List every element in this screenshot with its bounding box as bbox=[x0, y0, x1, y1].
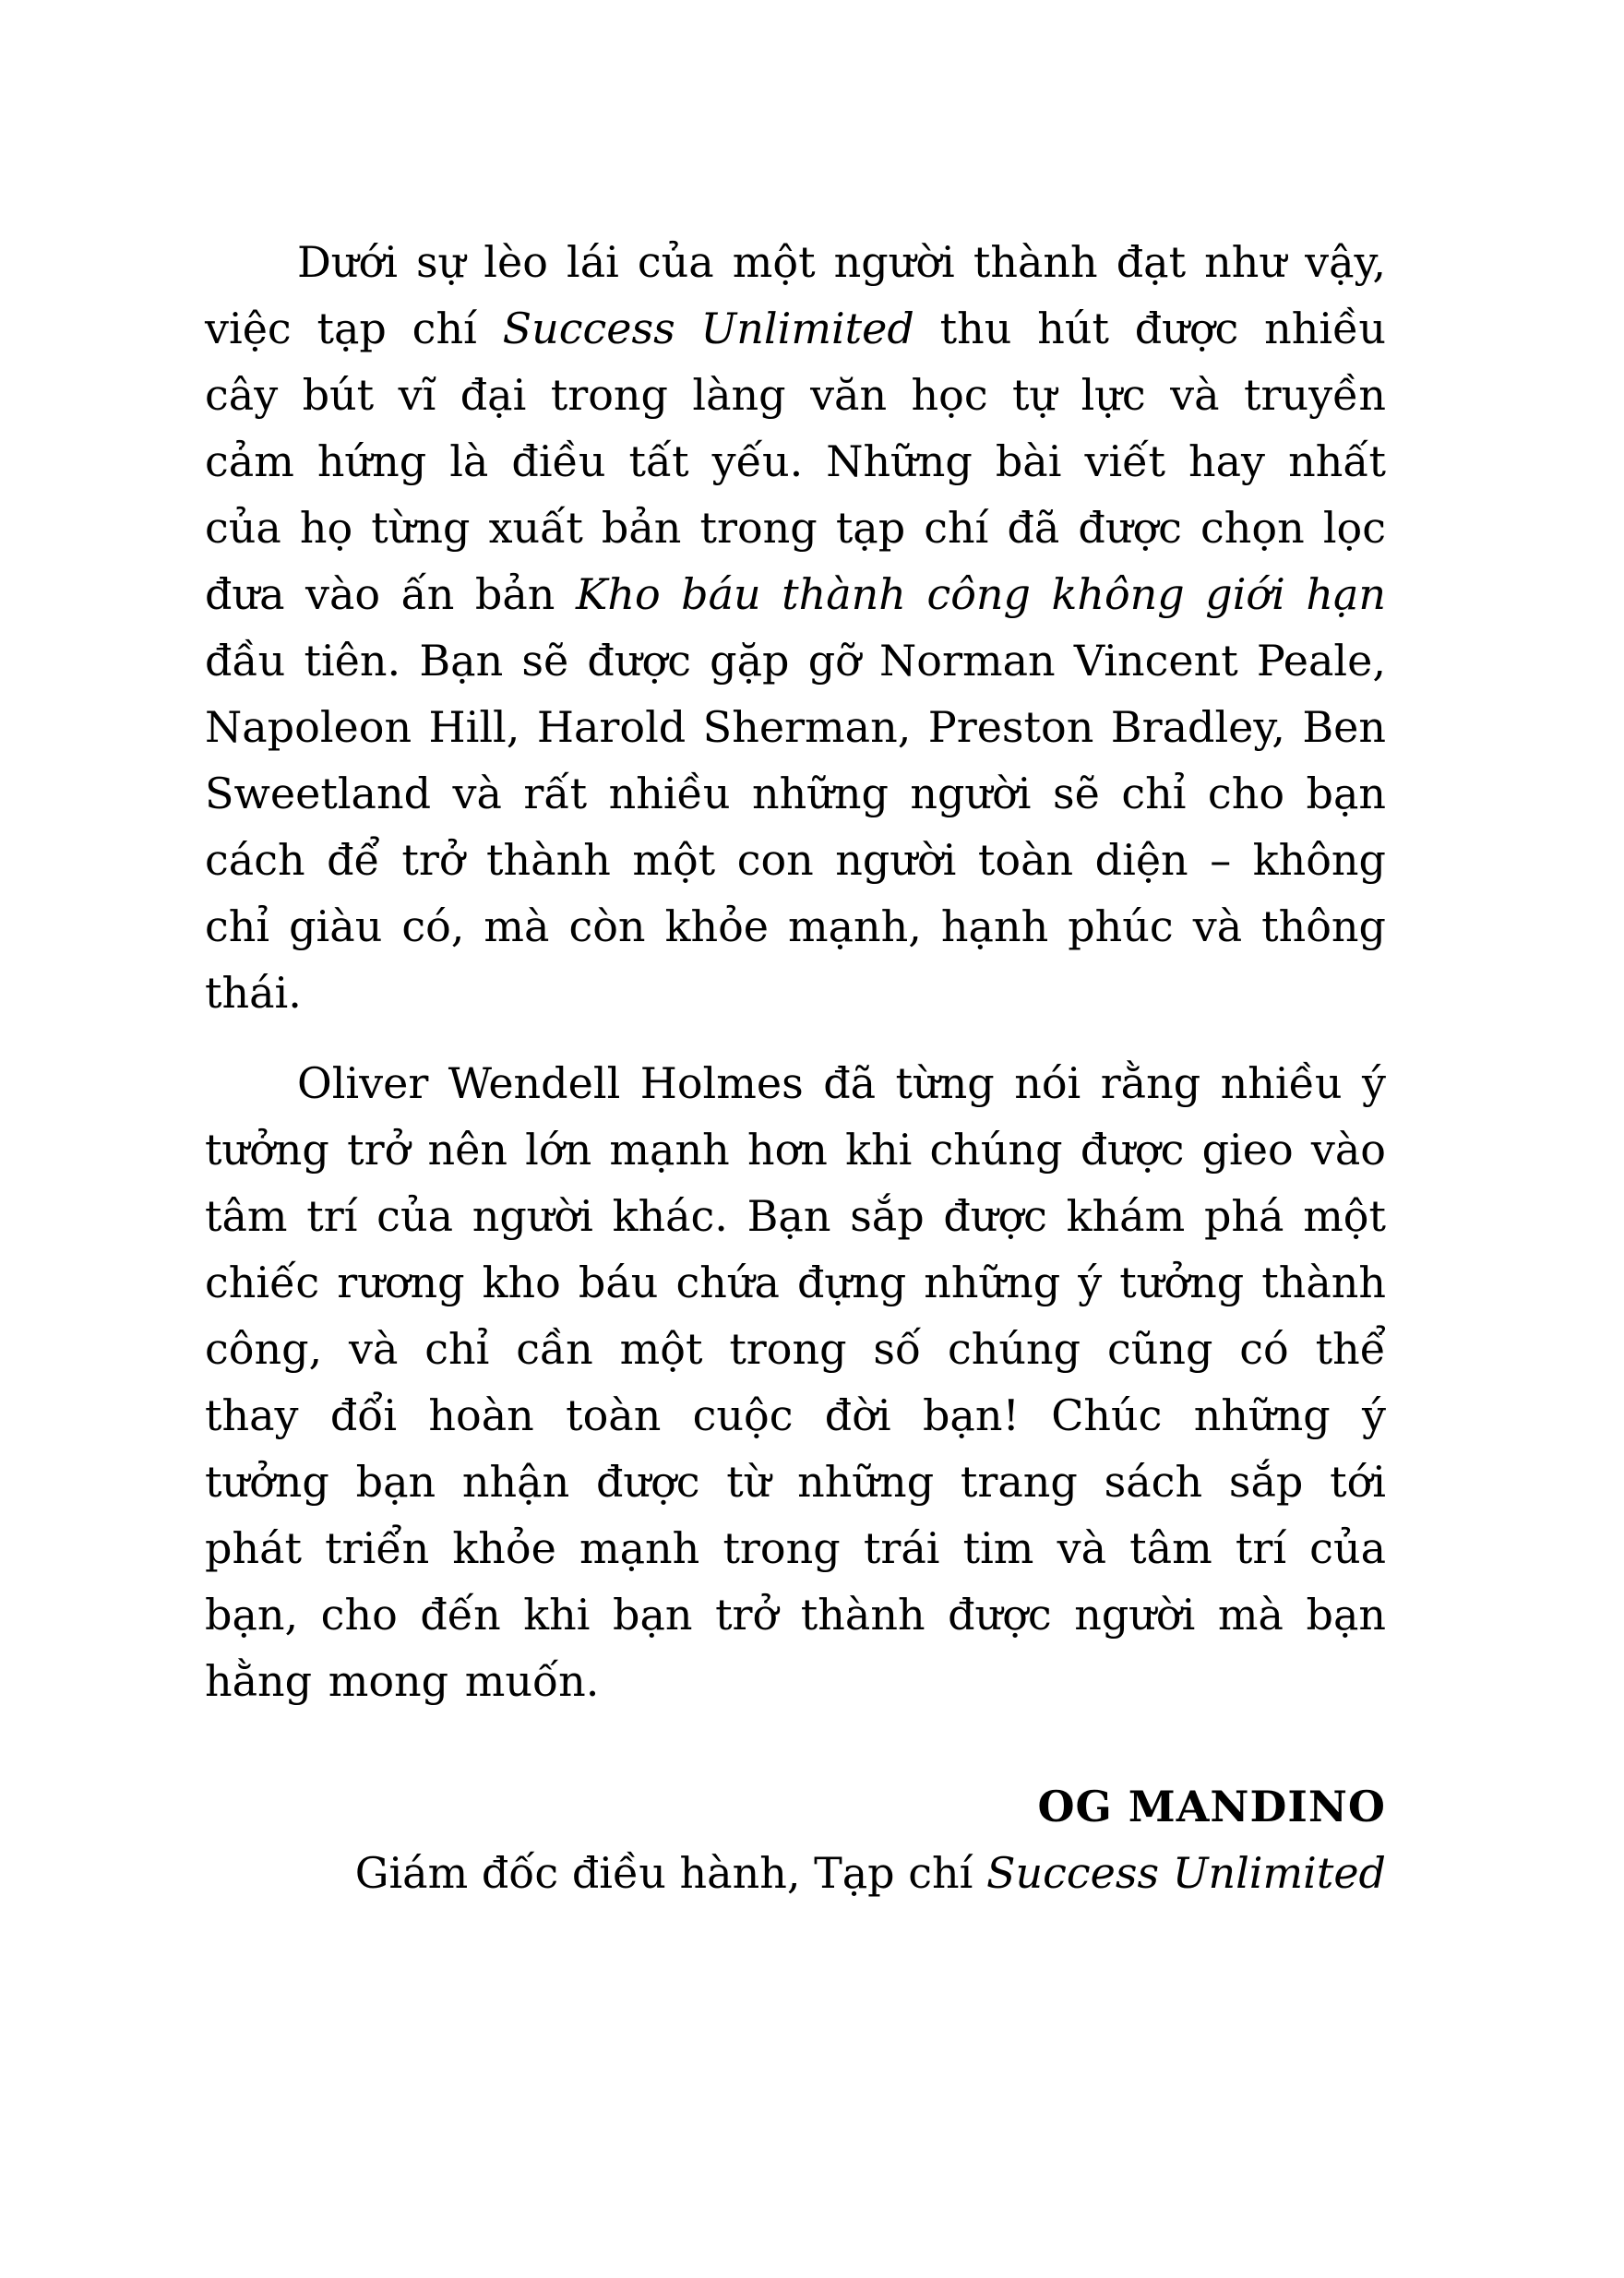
paragraph-intro bbox=[205, 229, 1386, 1026]
paragraph-holmes-quote bbox=[205, 1050, 1386, 1714]
text-segment: đầu tiên. Bạn sẽ được gặp gỡ Norman Vincent Peale, Napoleon Hill, Harold Sherman, Preston Bradley, Ben Sweetland và rất nhiều những người sẽ chỉ cho bạn cách để trở thành một con người toàn diện – không chỉ giàu có, mà còn khỏe mạnh, hạnh phúc và thông thái. bbox=[205, 636, 1386, 1018]
text-segment: Giám đốc điều hành, Tạp chí bbox=[354, 1848, 986, 1898]
signature-author-title bbox=[205, 1840, 1386, 1906]
signature-author-name: OG MANDINO bbox=[1037, 1782, 1386, 1831]
text-segment: Dưới sự lèo lái của một người thành đạt như vậy, việc tạp chí bbox=[205, 237, 1386, 353]
text-segment: Oliver Wendell Holmes đã từng nói rằng nhiều ý tưởng trở nên lớn mạnh hơn khi chúng được gieo vào tâm trí của người khác. Bạn sắp được khám phá một chiếc rương kho báu chứa đựng những ý tưởng thành công, và chỉ cần một trong số chúng cũng có thể thay đổi hoàn toàn cuộc đời bạn! Chúc những ý tưởng bạn nhận được từ những trang sách sắp tới phát triển khỏe mạnh trong trái tim và tâm trí của bạn, cho đến khi bạn trở thành được người mà bạn hằng mong muốn. bbox=[205, 1058, 1386, 1706]
text-segment: thu hút được nhiều cây bút vĩ đại trong làng văn học tự lực và truyền cảm hứng là điều tất yếu. Những bài viết hay nhất của họ từng xuất bản trong tạp chí đã được chọn lọc đưa vào ấn bản bbox=[205, 304, 1386, 619]
signature-block bbox=[205, 1773, 1386, 1906]
page-content bbox=[205, 229, 1386, 1906]
text-segment: Success Unlimited bbox=[502, 304, 914, 353]
text-segment: Kho báu thành công không giới hạn bbox=[575, 569, 1386, 619]
text-segment: Success Unlimited bbox=[985, 1848, 1386, 1898]
